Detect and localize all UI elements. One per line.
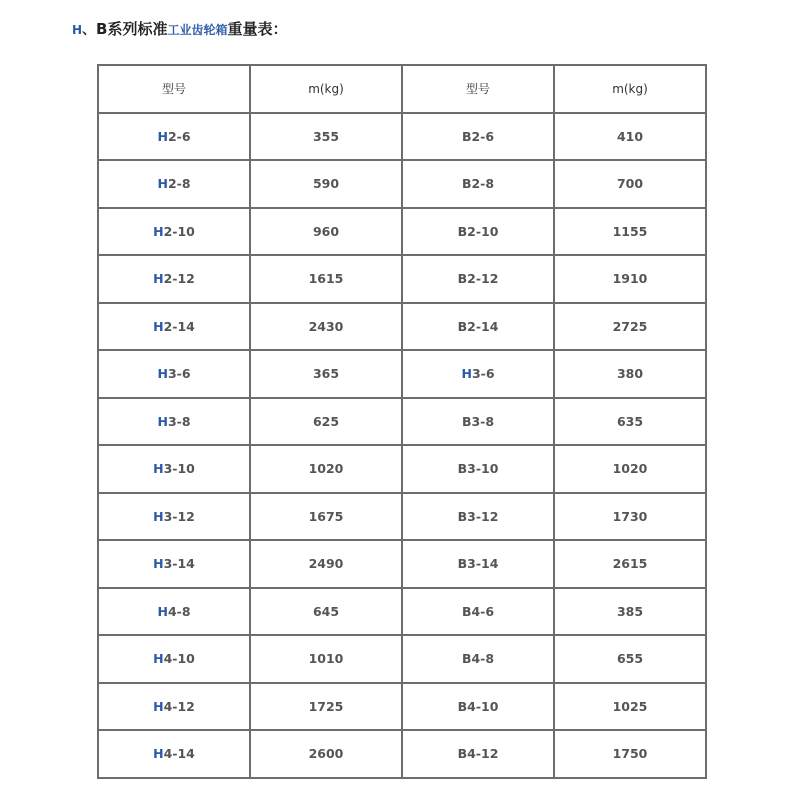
cell-model-b: B4-6 [402,588,554,636]
model-series-letter: H [153,223,164,239]
table-row [98,683,706,731]
cell-mass-b: 1910 [554,255,706,303]
cell-model-b: B2-8 [402,160,554,208]
cell-model-h [98,588,250,636]
cell-mass-h: 355 [250,113,402,161]
model-size-code: 4-10 [163,651,195,667]
heading-link-industrial-gearbox[interactable]: 工业齿轮箱 [167,23,228,37]
weight-table [97,64,707,779]
cell-model-h [98,730,250,778]
model-size-code: 4-8 [167,603,191,619]
cell-model-h [98,540,250,588]
cell-mass-h: 625 [250,398,402,446]
model-size-code: 2-12 [163,271,195,287]
cell-model-h [98,160,250,208]
model-size-code: 2-10 [163,223,195,239]
heading-separator: 、 [82,22,97,38]
model-size-code: 4-12 [163,698,195,714]
cell-mass-b: 1025 [554,683,706,731]
cell-mass-h: 960 [250,208,402,256]
heading-main: B系列标准 [96,20,168,38]
cell-model-b: B4-12 [402,730,554,778]
cell-model-b: B2-12 [402,255,554,303]
cell-model-b [402,350,554,398]
table-heading [72,18,288,42]
table-row [98,635,706,683]
cell-mass-h: 2600 [250,730,402,778]
cell-mass-b: 1750 [554,730,706,778]
model-series-letter: H [153,698,164,714]
model-size-code: 3-6 [167,366,191,382]
cell-mass-h: 590 [250,160,402,208]
table-row [98,398,706,446]
cell-mass-h: 645 [250,588,402,636]
model-size-code: 3-6 [471,366,495,382]
model-series-letter: H [153,556,164,572]
table-row [98,588,706,636]
table-row [98,255,706,303]
header-model-h: 型号 [98,65,250,113]
heading-tail: 重量表： [227,20,288,38]
cell-mass-b: 2725 [554,303,706,351]
model-size-code: 3-14 [163,556,195,572]
table-row [98,540,706,588]
table-row [98,350,706,398]
cell-mass-b: 700 [554,160,706,208]
cell-mass-b: 385 [554,588,706,636]
model-size-code: 3-12 [163,508,195,524]
cell-model-b: B3-14 [402,540,554,588]
model-series-letter: H [153,271,164,287]
model-series-letter: H [461,366,472,382]
table-header-row [98,65,706,113]
cell-mass-h: 2430 [250,303,402,351]
model-series-letter: H [153,746,164,762]
model-series-letter: H [157,603,168,619]
cell-mass-b: 1155 [554,208,706,256]
cell-mass-h: 2490 [250,540,402,588]
cell-mass-b: 380 [554,350,706,398]
cell-model-b: B3-12 [402,493,554,541]
cell-mass-b: 410 [554,113,706,161]
model-size-code: 2-6 [167,128,191,144]
cell-model-h [98,350,250,398]
cell-model-h [98,398,250,446]
model-size-code: 3-8 [167,413,191,429]
cell-mass-h: 1020 [250,445,402,493]
cell-model-b: B4-8 [402,635,554,683]
cell-mass-h: 1725 [250,683,402,731]
model-series-letter: H [153,461,164,477]
model-series-letter: H [157,128,168,144]
cell-mass-b: 1730 [554,493,706,541]
cell-mass-b: 635 [554,398,706,446]
cell-model-h [98,208,250,256]
table-row [98,160,706,208]
cell-mass-h: 1675 [250,493,402,541]
cell-model-h [98,683,250,731]
cell-mass-h: 1010 [250,635,402,683]
cell-model-b: B3-10 [402,445,554,493]
model-size-code: 2-8 [167,176,191,192]
model-size-code: 2-14 [163,318,195,334]
cell-mass-h: 1615 [250,255,402,303]
model-series-letter: H [153,318,164,334]
cell-mass-b: 2615 [554,540,706,588]
model-size-code: 4-14 [163,746,195,762]
cell-model-b: B4-10 [402,683,554,731]
model-series-letter: H [153,651,164,667]
model-series-letter: H [153,508,164,524]
cell-mass-b: 1020 [554,445,706,493]
cell-model-b: B3-8 [402,398,554,446]
cell-mass-h: 365 [250,350,402,398]
header-mass-b: m(kg) [554,65,706,113]
model-series-letter: H [157,413,168,429]
cell-model-b: B2-10 [402,208,554,256]
table-row [98,493,706,541]
table-row [98,208,706,256]
weight-table-body [98,65,706,778]
model-series-letter: H [157,366,168,382]
cell-model-h [98,303,250,351]
table-row [98,445,706,493]
cell-model-h [98,493,250,541]
model-series-letter: H [157,176,168,192]
cell-model-h [98,255,250,303]
header-model-b: 型号 [402,65,554,113]
model-size-code: 3-10 [163,461,195,477]
cell-model-h [98,113,250,161]
table-row [98,730,706,778]
cell-model-b: B2-6 [402,113,554,161]
heading-prefix: H [72,23,83,37]
cell-model-h [98,445,250,493]
cell-model-b: B2-14 [402,303,554,351]
header-mass-h: m(kg) [250,65,402,113]
table-row [98,303,706,351]
cell-mass-b: 655 [554,635,706,683]
table-row [98,113,706,161]
cell-model-h [98,635,250,683]
